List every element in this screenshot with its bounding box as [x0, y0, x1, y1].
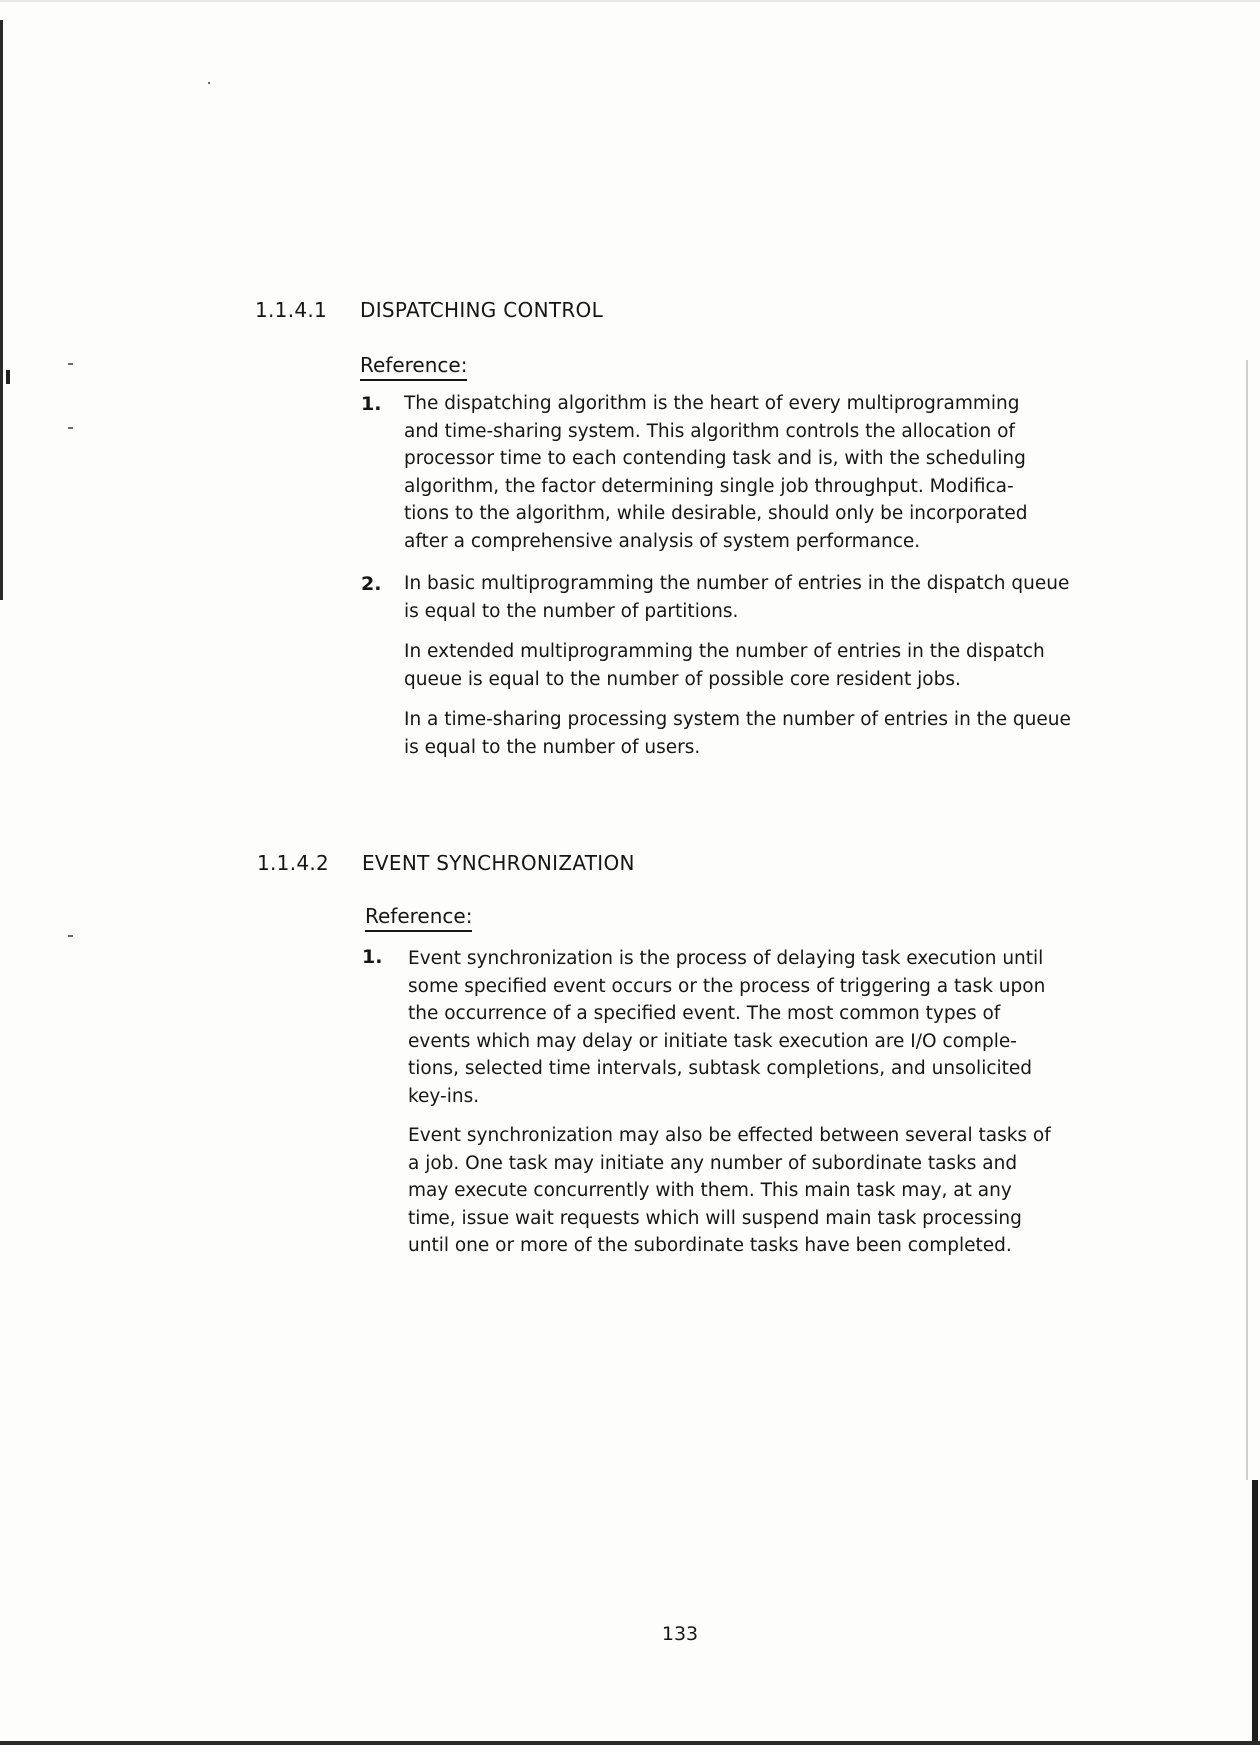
- paragraph: Event synchronization may also be effected between several tasks of a job. One task may initiate any number of subordinate tasks and may execute concurrently with them. This main task may, at any time, issue wait requests which will suspend main task processing until one or more of the subordinate tasks have been completed.: [408, 1125, 1051, 1256]
- item-marker: 1.: [362, 946, 383, 968]
- paragraph: In extended multiprogramming the number of entries in the dispatch queue is equal to the number of possible core resident jobs.: [404, 641, 1045, 690]
- scan-left-mark: [6, 370, 10, 384]
- reference-text: Reference:: [365, 904, 472, 932]
- item-marker: 1.: [361, 393, 382, 415]
- section-heading: [255, 298, 603, 322]
- paragraph: Event synchronization is the process of delaying task execution until some specified event occurs or the process of triggering a task upon the occurrence of a specified event. The most common types of events which may delay or initiate task execution are I/O comple- tions, selected time intervals, subtask completions, and unsolicited key-ins.: [408, 948, 1046, 1107]
- reference-text: Reference:: [360, 353, 467, 381]
- section-title: EVENT SYNCHRONIZATION: [362, 851, 635, 875]
- scan-speck: [208, 82, 210, 84]
- paragraph: In a time-sharing processing system the number of entries in the queue is equal to the number of users.: [404, 709, 1071, 758]
- section-number: 1.1.4.2: [257, 851, 330, 875]
- scan-left-edge: [0, 20, 3, 600]
- scan-speck: [68, 363, 73, 365]
- scan-speck: [68, 935, 73, 937]
- scan-top-edge: [0, 0, 1260, 2]
- scan-right-edge: [1246, 360, 1248, 1480]
- section-number: 1.1.4.1: [255, 298, 328, 322]
- section-heading: [257, 851, 635, 875]
- scan-speck: [68, 427, 73, 429]
- section-title: DISPATCHING CONTROL: [360, 298, 604, 322]
- page-number: 133: [661, 1623, 699, 1645]
- reference-label: [360, 353, 467, 377]
- item-marker: 2.: [361, 573, 382, 595]
- paragraph: In basic multiprogramming the number of entries in the dispatch queue is equal to the number of partitions.: [404, 573, 1070, 622]
- scan-bottom-edge: [0, 1741, 1260, 1745]
- paragraph: The dispatching algorithm is the heart of every multiprogramming and time-sharing system. This algorithm controls the allocation of processor time to each contending task and is, with the scheduling algorithm, the factor determining single job throughput. Modifica- tions to the algorithm, while desirable, should only be incorporated after a comprehensive analysis of system performance.: [404, 393, 1028, 552]
- reference-label: [365, 904, 472, 928]
- scan-right-shadow: [1252, 1480, 1258, 1742]
